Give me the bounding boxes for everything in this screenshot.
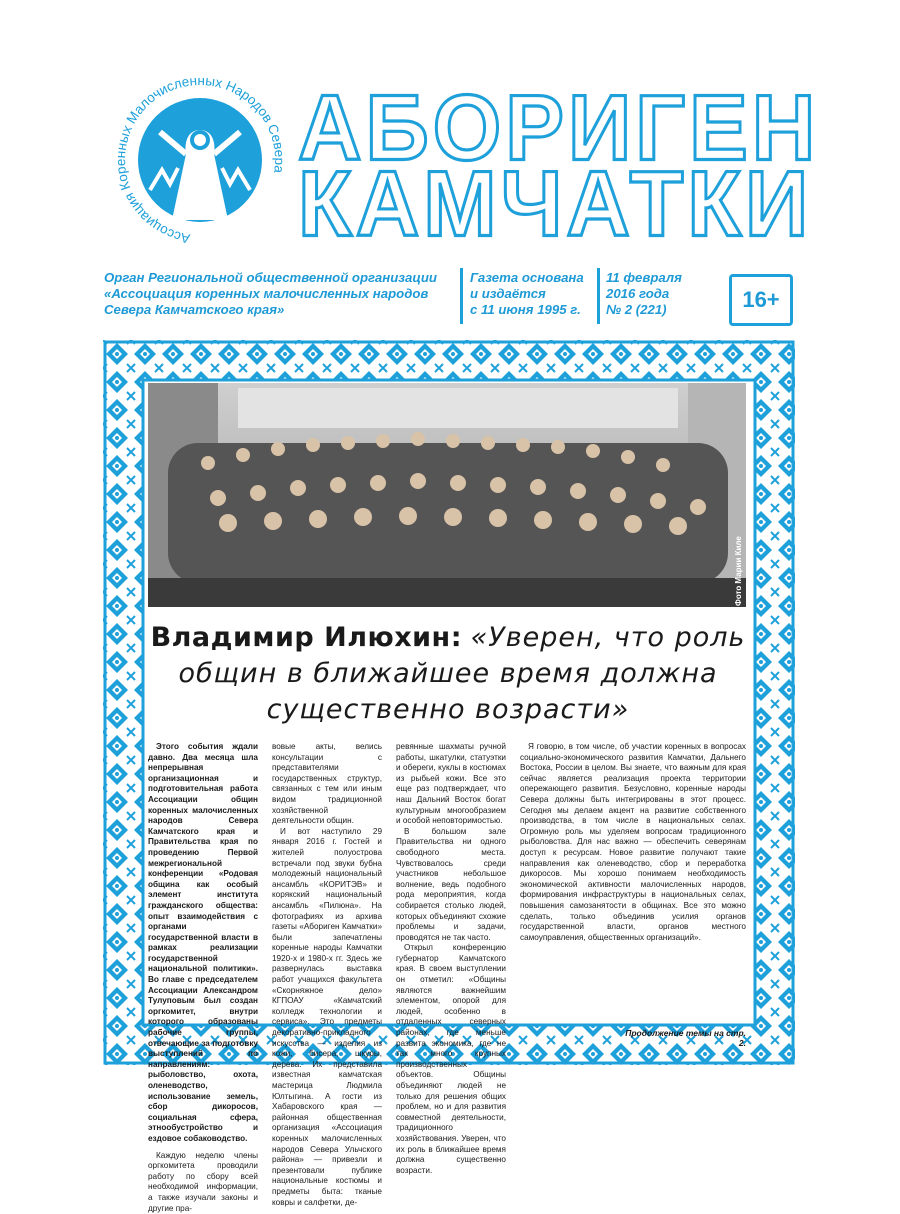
- photo-credit: Фото Марии Киле: [734, 536, 743, 606]
- issue-date: 11 февраля: [606, 270, 682, 285]
- article-column-4: [520, 742, 746, 943]
- article-paragraph: вовые акты, велись консультации с представителями государственных структур, связанных с тем или иным видом традиционной хозяйственной деятельности общин.: [272, 742, 382, 826]
- article-paragraph: И вот наступило 29 января 2016 г. Гостей и жителей полуострова встречали под звуки бубна молодежный национальный ансамбль «КОРИТЭВ» и корякский национальный ансамбль «Пилюна». На фотографиях из архива газеты «Абориген Камчатки» были запечатлены коренные народы Камчатки 1920-х и 1980-х гг. Здесь же развернулась выставка работ учащихся факультета «Скорняжное дело» КГПОАУ «Камчатский колледж технологии и сервиса». Это предметы декоративно-прикладного искусства — изделия из кожи, бисера, шкуры, дерева. Их представила известная камчатская мастерица Людмила Юлтыгина. А гости из Хабаровского края — районная общественная организация «Ассоциация коренных малочисленных народов Севера Ульчского района» — привезли и презентовали публике национальные костюмы и предметы быта: тканые ковры и салфетки, де-: [272, 826, 382, 1207]
- article-paragraph: Я говорю, в том числе, об участии коренных в вопросах социально-экономического развития Камчатки, Дальнего Востока, России в целом. Вы знаете, что важным для края сейчас является реализация проекта территории опережающего развития. Безусловно, коренные народы Севера должны быть интегрированы в этот процесс. Сегодня мы делаем акцент на развитие собственного производства, в том числе в национальных селах. Огромную роль мы уделяем вопросам традиционного рыболовства. Для нас важно — обеспечить северянам доступ к ресурсам. Новое развитие получают такие направления как оленеводство, сбор и переработка дикоросов. Мы хорошо понимаем необходимость экономической активности малочисленных народов, формирования инфраструктуры в национальных селах, повышения самозанятости в общинах. Все это можно сделать, только объединив усилия органов государственной власти, органов местного самоуправления, общественных организаций».: [520, 742, 746, 942]
- headline-quote-2: общин в ближайшее время должна: [178, 658, 718, 689]
- masthead-divider: [597, 268, 600, 324]
- founded-line3: с 11 июня 1995 г.: [470, 302, 581, 317]
- article-paragraph: ревянные шахматы ручной работы, шкатулки, статуэтки и обереги, куклы в костюмах из рыбьей кожи. Все это еще раз подтверждает, что наш Дальний Восток богат культурным многообразием и особой неповторимостью.: [396, 742, 506, 826]
- founded-line2: и издаётся: [470, 286, 546, 301]
- association-logo: [110, 70, 290, 250]
- continued-note: Продолжение темы на стр. 2.: [625, 1028, 746, 1048]
- article-paragraph: Открыл конференцию губернатор Камчатского края. В своем выступлении он отметил: «Общины являются важнейшим элементом, опорой для людей, особенно в отдаленных северных районах, где меньше развита экономика, где не так много крупных производственных объектов. Общины объединяют людей не только для решения общих проблем, но и для развития совместной деятельности, традиционного хозяйствования. Уверен, что их роль в ближайшее время должна существенно возрасти.: [396, 943, 506, 1175]
- headline: [148, 620, 748, 728]
- issue-year: 2016 года: [606, 286, 670, 301]
- headline-name: Владимир Илюхин:: [150, 622, 462, 653]
- group-photo: [148, 383, 746, 607]
- article-column-3: [396, 742, 506, 1176]
- article-column-1: [148, 742, 258, 1214]
- article-paragraph: Каждую неделю члены оргкомитета проводили работу по сбору всей необходимой информации, а также изучали законы и другие пра-: [148, 1150, 258, 1213]
- publisher-info: [104, 270, 454, 318]
- issue-info: [606, 270, 716, 318]
- founded-info: [470, 270, 590, 318]
- organ-line3: Севера Камчатского края»: [104, 302, 285, 317]
- founded-line1: Газета основана: [470, 270, 584, 285]
- organ-line1: Орган Региональной общественной организации: [104, 270, 437, 285]
- newspaper-title-line1: АБОРИГЕН: [298, 75, 820, 180]
- newspaper-title-line2: КАМЧАТКИ: [298, 151, 813, 256]
- article-paragraph: В большом зале Правительства ни одного свободного места. Чувствовалось среди участников небольшое волнение, ведь подобного рода мероприятия, когда собирается столько людей, которых объединяют схожие проблемы и задачи, проводятся не так часто.: [396, 826, 506, 942]
- logo-ring-text: Ассоциация Коренных Малочисленных Народов Севера: [112, 72, 288, 247]
- organ-line2: «Ассоциация коренных малочисленных народов: [104, 286, 429, 301]
- issue-number: № 2 (221): [606, 302, 667, 317]
- article-lead: Этого события ждали давно. Два месяца шла непрерывная организационная и подготовительная работа Ассоциации общин коренных малочисленных народов Севера Камчатского края и Правительства края по проведению Первой межрегиональной конференции «Родовая община как особый элемент института гражданского общества: опыт взаимодействия с органами государственной власти в рамках реализации государственной национальной политики». Во главе с председателем Ассоциации Александром Тулуповым был создан оргкомитет, внутри которого образованы рабочие группы, отвечающие за подготовку выступлений по направлениям: рыболовство, охота, оленеводство, использование земель, сбор дикоросов, социальная сфера, этнообустройство и ездовое собаководство.: [148, 742, 258, 1143]
- headline-quote-3: существенно возрасти»: [266, 694, 630, 725]
- age-rating-badge: 16+: [729, 274, 793, 326]
- article-column-2: [272, 742, 382, 1208]
- masthead-divider: [460, 268, 463, 324]
- headline-quote-1: «Уверен, что роль: [470, 622, 746, 653]
